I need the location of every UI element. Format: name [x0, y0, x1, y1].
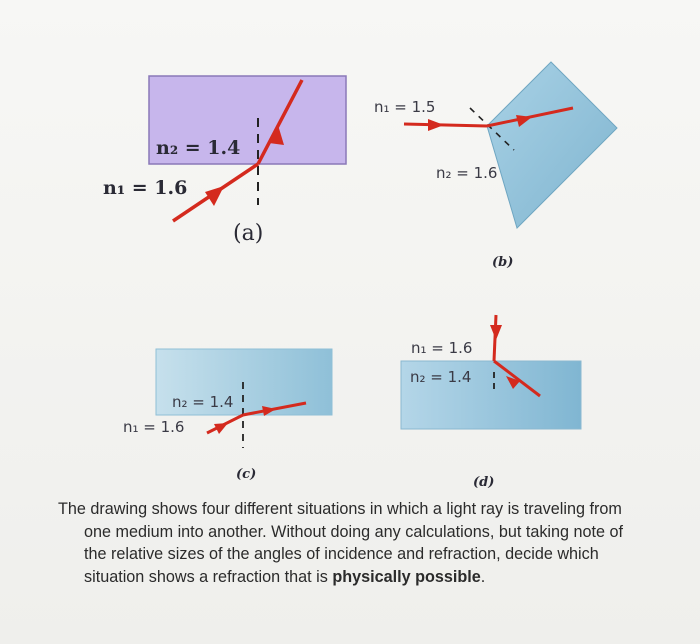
panel-c-caption: (c) — [236, 467, 257, 482]
panel-b-incident-ray — [404, 124, 487, 126]
question-line-1: The drawing shows four different situations in which a light ray is traveling from — [58, 500, 622, 518]
question-line-2: one medium into another. Without doing any calculations, but taking note of — [84, 522, 624, 541]
panel-a-incident-arrowhead — [205, 186, 224, 206]
panel-b-caption: (b) — [492, 255, 514, 270]
panel-b-n-top-label: n₁ = 1.5 — [374, 98, 436, 116]
question-line-4-prefix: situation shows a refraction that is — [84, 567, 333, 586]
panel-a — [103, 76, 346, 246]
panel-b-incident-arrowhead — [428, 119, 444, 131]
panel-d — [401, 315, 581, 490]
panel-a-n-top-label: n₂ = 1.4 — [156, 137, 241, 159]
panel-d-n-top-label: n₁ = 1.6 — [411, 339, 473, 357]
panel-a-caption: (a) — [233, 221, 264, 246]
panel-c — [123, 349, 332, 482]
panel-a-n-bottom-label: n₁ = 1.6 — [103, 177, 188, 199]
panel-b — [374, 62, 617, 270]
panel-b-medium-bottom — [487, 62, 617, 228]
panel-d-caption: (d) — [473, 475, 495, 490]
panel-c-n-bottom-label: n₁ = 1.6 — [123, 418, 185, 436]
question-line-4 — [58, 566, 688, 589]
question-emphasis: physically possible — [332, 567, 481, 586]
panel-b-n-bottom-label: n₂ = 1.6 — [436, 164, 498, 182]
panel-c-n-top-label: n₂ = 1.4 — [172, 393, 234, 411]
question-line-3: the relative sizes of the angles of incidence and refraction, decide which — [84, 545, 599, 563]
panel-d-n-bottom-label: n₂ = 1.4 — [410, 368, 472, 386]
question-line-4-suffix: . — [480, 567, 486, 586]
question-text — [58, 498, 688, 588]
panel-d-incident-arrowhead — [490, 325, 502, 340]
